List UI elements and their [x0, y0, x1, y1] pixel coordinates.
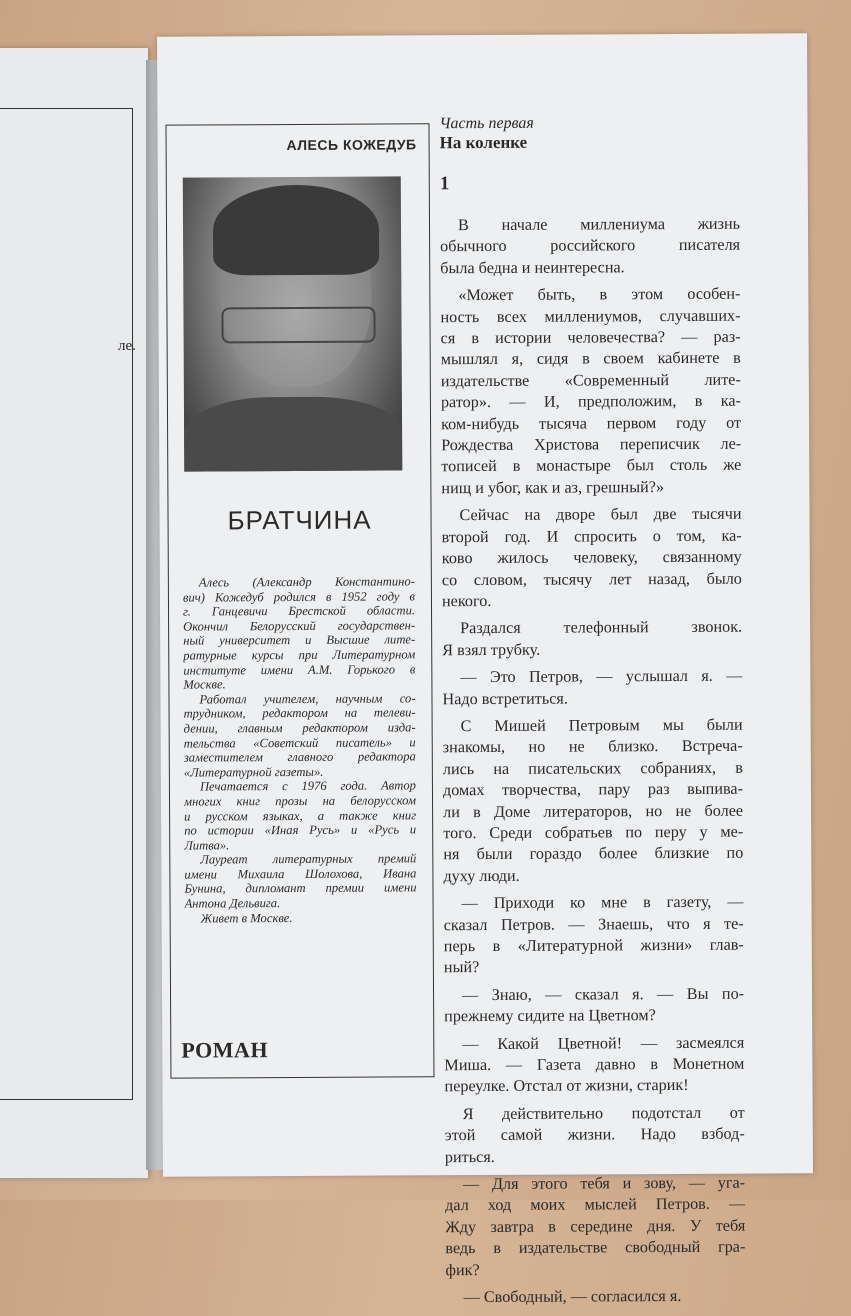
text-line: заместителем главного редактора	[183, 749, 416, 765]
text-line: — Для этого тебя и зову, — уга-	[462, 1173, 746, 1194]
text-line: — Приходи ко мне в газету, —	[461, 892, 744, 913]
text-line: ли в Доме литераторов, но не более	[443, 801, 744, 821]
text-line: г. Ганцевичи Брестской области.	[182, 603, 416, 619]
text-line: имени Михаила Шолохова, Ивана	[184, 866, 417, 882]
text-line: некого.	[441, 591, 492, 611]
text-line: Антона Дельвига.	[184, 896, 281, 911]
text-line: Я взял трубку.	[442, 640, 541, 659]
main-text-column	[439, 114, 745, 1315]
text-line: вич) Кожедуб родился в 1952 году в	[182, 588, 415, 605]
text-line: этой самой жизни. Надо взбод-	[444, 1124, 745, 1145]
text-line: ный университет и Высшие лите-	[183, 632, 416, 648]
chapter-title: На коленке	[439, 132, 528, 153]
paragraph	[444, 892, 744, 979]
text-line: Литва».	[184, 838, 230, 853]
text-line: ный?	[443, 958, 480, 977]
paragraph	[184, 852, 416, 912]
text-line: ратурные курсы при Литературном	[183, 647, 416, 663]
body-text	[440, 214, 746, 1309]
paragraph	[184, 779, 416, 853]
text-line: духу люди.	[443, 866, 520, 886]
text-line: Печатается с 1976 года. Автор	[199, 778, 416, 794]
text-line: ся в истории человечества? — раз-	[440, 327, 741, 348]
text-line: Бунина, дипломант премии имени	[184, 880, 417, 897]
text-line: Раздался телефонный звонок.	[460, 617, 743, 638]
text-line: ком-нибудь тысяча первом году от	[441, 413, 742, 433]
paragraph	[183, 691, 415, 780]
text-line: ня были гораздо более близкие по	[443, 844, 744, 864]
text-line: второй год. И спросить о том, ка-	[441, 526, 742, 546]
text-line: переулке. Отстал от жизни, старик!	[444, 1076, 689, 1096]
text-line: Живет в Москве.	[200, 910, 293, 926]
text-line: ково жилось человеку, связанному	[441, 547, 742, 568]
text-line: — Это Петров, — услышал я. —	[460, 666, 743, 687]
text-line: знакомы, но не близко. Встреча-	[442, 736, 743, 757]
left-page-text-fragment: ле.	[118, 338, 136, 354]
text-line: многих книг прозы на белорусском	[183, 793, 417, 809]
paragraph	[443, 715, 744, 888]
text-line: дал ход моих мыслей Петров. —	[445, 1195, 746, 1215]
paragraph	[440, 284, 741, 500]
text-line: Москве.	[183, 677, 226, 692]
text-line: Жду завтра в середине дня. У тебя	[445, 1216, 746, 1237]
text-line: Рождества Христова переписчик ле-	[441, 434, 742, 455]
paragraph	[440, 214, 740, 280]
text-line: нищ и убог, как и аз, грешный?»	[441, 477, 665, 498]
paragraph	[442, 666, 742, 710]
text-line: Сейчас на дворе был две тысячи	[459, 504, 742, 525]
author-photo	[183, 176, 403, 471]
author-sidebar	[165, 123, 434, 1078]
author-name: АЛЕСЬ КОЖЕДУБ	[286, 136, 417, 154]
text-line: Работал учителем, научным со-	[199, 691, 416, 707]
right-page	[157, 33, 813, 1307]
text-line: Лауреат литературных премий	[200, 851, 417, 867]
text-line: перь в «Литературной жизни» глав-	[443, 935, 744, 956]
text-line: Надо встретиться.	[442, 689, 568, 708]
genre-label: РОМАН	[181, 1037, 269, 1063]
text-line: издательстве «Современный лите-	[440, 370, 741, 391]
text-line: мышлял я, сидя в своем кабинете в	[440, 349, 741, 369]
paragraph	[441, 504, 742, 613]
text-line: ность всех миллениумов, случавших-	[440, 306, 741, 326]
text-line: — Знаю, — сказал я. — Вы по-	[461, 984, 745, 1004]
book-title: БРАТЧИНА	[227, 504, 372, 536]
left-page	[0, 48, 148, 1178]
paragraph	[445, 1173, 746, 1282]
text-line: сказал Петров. — Знаешь, что я те-	[443, 914, 744, 934]
paragraph	[185, 910, 417, 926]
text-line: В начале миллениума жизнь	[457, 214, 741, 235]
text-line: «Может быть, в этом особен-	[458, 284, 741, 305]
text-line: Алесь (Александр Константино-	[198, 574, 415, 590]
text-line: по истории «Иная Русь» и «Русь и	[184, 822, 417, 838]
text-line: институте имени А.М. Горького в	[183, 661, 416, 678]
text-line: со словом, тысячу лет назад, было	[441, 569, 742, 589]
text-line: фик?	[445, 1260, 480, 1279]
paragraph	[444, 983, 744, 1027]
text-line: и русском языках, а также книг	[184, 807, 417, 824]
text-line: Окончил Белорусский государствен-	[183, 618, 416, 634]
left-page-frame	[0, 108, 133, 1100]
text-line: С Мишей Петровым мы были	[460, 715, 743, 736]
text-line: прежнему сидите на Цветном?	[444, 1006, 656, 1026]
paragraph	[445, 1102, 745, 1168]
text-line: тельства «Советский писатель» и	[183, 734, 416, 751]
text-line: домах творчества, пару раз выпива-	[442, 779, 744, 800]
paragraph	[183, 574, 416, 692]
section-number: 1	[439, 173, 450, 195]
text-line: риться.	[444, 1147, 495, 1166]
text-line: дении, главным редактором изда-	[183, 720, 416, 736]
text-line: обычного российского писателя	[440, 236, 741, 256]
text-line: трудником, редактором на телеви-	[183, 705, 416, 721]
text-line: Я действительно подотстал от	[462, 1103, 745, 1123]
text-line: ратор». — И, предположим, в ка-	[440, 391, 741, 412]
paragraph	[442, 617, 742, 661]
text-line: — Свободный, — согласился я.	[463, 1287, 682, 1307]
paragraph	[446, 1286, 746, 1309]
text-line: — Какой Цветной! — засмеялся	[462, 1033, 745, 1053]
part-label: Часть первая	[439, 114, 534, 133]
paragraph	[444, 1032, 744, 1098]
author-bio	[183, 574, 417, 925]
text-line: «Литературной газеты».	[183, 764, 324, 780]
text-line: была бедна и неинтересна.	[440, 258, 625, 278]
text-line: того. Среди собратьев по перу у ме-	[443, 822, 744, 843]
text-line: Миша. — Газета давно в Монетном	[444, 1054, 745, 1075]
text-line: тописей в монастыре был столь же	[441, 456, 742, 476]
text-line: ведь в издательстве свободный гра-	[445, 1237, 746, 1258]
text-line: лись на писательских собраниях, в	[442, 758, 743, 778]
